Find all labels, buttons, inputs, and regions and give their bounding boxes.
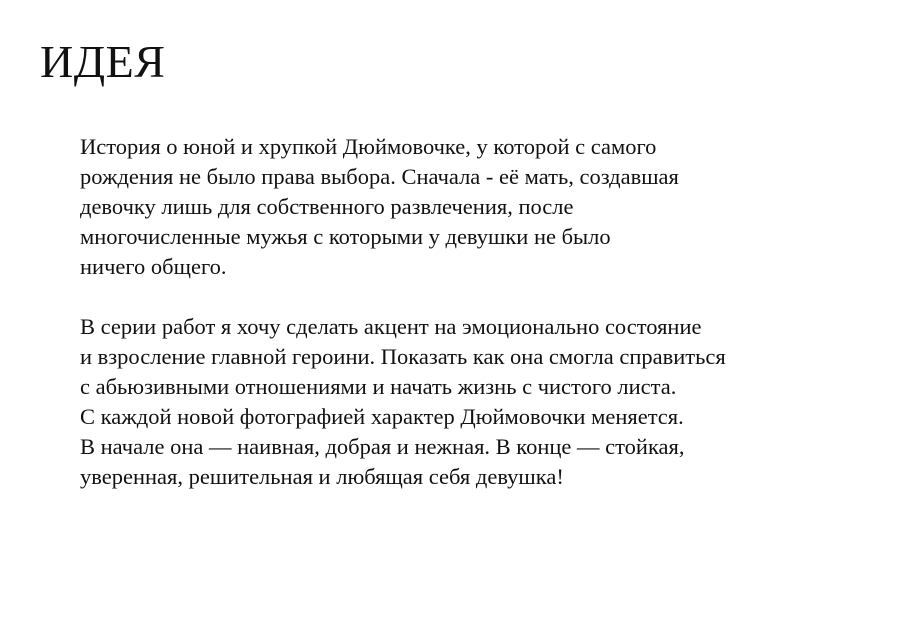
text-line: девочку лишь для собственного развлечения, после [80,194,574,219]
text-line: В начале она — наивная, добрая и нежная. В конце — стойкая, [80,434,685,459]
text-line: ничего общего. [80,254,227,279]
paragraph-story [80,132,880,282]
text-line: С каждой новой фотографией характер Дюймовочки меняется. [80,404,684,429]
text-line: с абьюзивными отношениями и начать жизнь с чистого листа. [80,374,677,399]
text-line: рождения не было права выбора. Сначала - её мать, создавшая [80,164,679,189]
text-line: многочисленные мужья с которыми у девушки не было [80,224,611,249]
page-title: ИДЕЯ [40,36,166,87]
text-line: История о юной и хрупкой Дюймовочке, у которой с самого [80,134,657,159]
text-line: В серии работ я хочу сделать акцент на эмоционально состояние [80,314,702,339]
text-line: уверенная, решительная и любящая себя девушка! [80,464,564,489]
text-line: и взросление главной героини. Показать как она смогла справиться [80,344,726,369]
paragraph-series [80,312,880,492]
body-text [80,132,880,492]
